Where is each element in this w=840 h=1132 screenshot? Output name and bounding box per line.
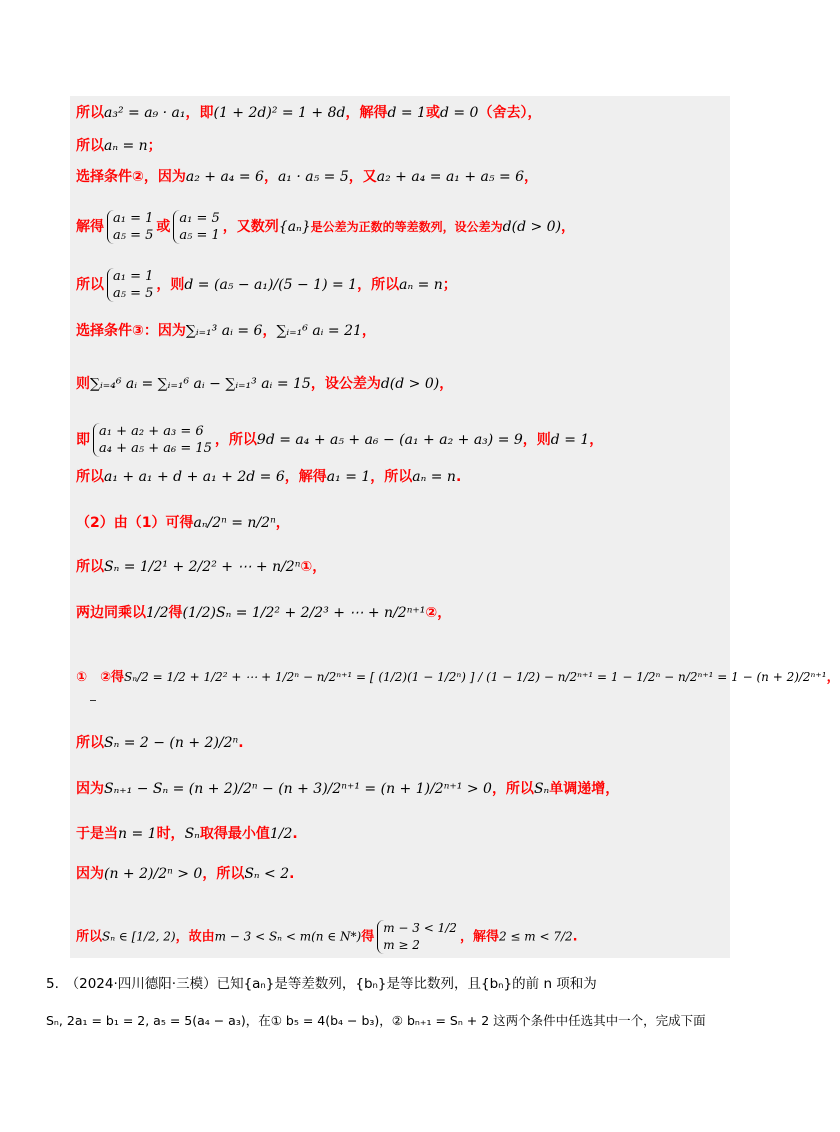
question-line-2: Sₙ, 2a₁ = b₁ = 2, a₅ = 5(a₄ − a₃)，在① b₅ = 4(b₄ − b₃)，② bₙ₊₁ = Sₙ + 2 这两个条件中任选其中一个，完成下面 xyxy=(46,1013,706,1028)
dash-mark xyxy=(90,700,96,701)
solution-line-17: 因为(n + 2)/2ⁿ > 0，所以Sₙ < 2. xyxy=(76,866,295,882)
solution-line-12: 两边同乘以1/2得(1/2)Sₙ = 1/2² + 2/2³ + ⋯ + n/2ⁿ⁺¹②， xyxy=(76,605,452,621)
solution-line-13: ① ②得Sₙ/2 = 1/2 + 1/2² + ⋯ + 1/2ⁿ − n/2ⁿ⁺¹ = [ (1/2)(1 − 1/2ⁿ) ] / (1 − 1/2) − n/2ⁿ⁺¹ = 1 − 1/2ⁿ − n/2ⁿ⁺¹ = 1 − (n + 2)/2ⁿ⁺¹， xyxy=(76,670,840,685)
solution-line-16: 于是当n = 1时，Sₙ取得最小值1/2. xyxy=(76,826,298,842)
solution-line-3: 选择条件②，因为a₂ + a₄ = 6，a₁ · a₅ = 5，又a₂ + a₄ = a₁ + a₅ = 6， xyxy=(76,169,539,185)
solution-line-11: 所以Sₙ = 1/2¹ + 2/2² + ⋯ + n/2ⁿ①， xyxy=(76,559,327,575)
solution-line-7: 则∑ᵢ₌₄⁶ aᵢ = ∑ᵢ₌₁⁶ aᵢ − ∑ᵢ₌₁³ aᵢ = 15，设公差为d(d > 0)， xyxy=(76,376,454,392)
solution-line-5: 所以 a₁ = 1 a₅ = 5 ，则d = (a₅ − a₁)/(5 − 1) = 1，所以aₙ = n； xyxy=(76,269,457,301)
solution-line-2: 所以aₙ = n； xyxy=(76,138,162,154)
solution-line-10: （2）由（1）可得aₙ/2ⁿ = n/2ⁿ， xyxy=(76,515,290,531)
equation-system: a₁ = 5 a₅ = 1 xyxy=(173,210,219,244)
solution-line-9: 所以a₁ + a₁ + d + a₁ + 2d = 6，解得a₁ = 1，所以aₙ = n. xyxy=(76,469,462,485)
equation-system: m − 3 < 1/2 m ≥ 2 xyxy=(377,920,457,954)
equation-system: a₁ = 1 a₅ = 5 xyxy=(107,210,153,244)
solution-line-1: 所以a₃² = a₉ · a₁，即(1 + 2d)² = 1 + 8d，解得d = 1或d = 0（舍去）， xyxy=(76,105,542,121)
solution-line-18: 所以Sₙ ∈ [1/2, 2)，故由m − 3 < Sₙ < m(n ∈ N*)得 m − 3 < 1/2 m ≥ 2 ，解得2 ≤ m < 7/2. xyxy=(76,921,578,952)
solution-line-4: 解得 a₁ = 1 a₅ = 5 或 a₁ = 5 a₅ = 1 ，又数列{aₙ}是公差为正数的等差数列，设公差为d(d > 0)， xyxy=(76,211,576,243)
equation-system: a₁ + a₂ + a₃ = 6 a₄ + a₅ + a₆ = 15 xyxy=(93,423,212,457)
solution-line-8: 即 a₁ + a₂ + a₃ = 6 a₄ + a₅ + a₆ = 15 ，所以9d = a₄ + a₅ + a₆ − (a₁ + a₂ + a₃) = 9，则d = 1， xyxy=(76,424,604,456)
question-line-1: 5. （2024·四川德阳·三模）已知{aₙ}是等差数列，{bₙ}是等比数列，且{bₙ}的前 n 项和为 xyxy=(46,976,597,992)
solution-line-14: 所以Sₙ = 2 − (n + 2)/2ⁿ. xyxy=(76,735,244,751)
solution-line-15: 因为Sₙ₊₁ − Sₙ = (n + 2)/2ⁿ − (n + 3)/2ⁿ⁺¹ = (n + 1)/2ⁿ⁺¹ > 0，所以Sₙ单调递增， xyxy=(76,781,620,797)
equation-system: a₁ = 1 a₅ = 5 xyxy=(107,268,153,302)
solution-line-6: 选择条件③：因为∑ᵢ₌₁³ aᵢ = 6，∑ᵢ₌₁⁶ aᵢ = 21， xyxy=(76,323,376,339)
